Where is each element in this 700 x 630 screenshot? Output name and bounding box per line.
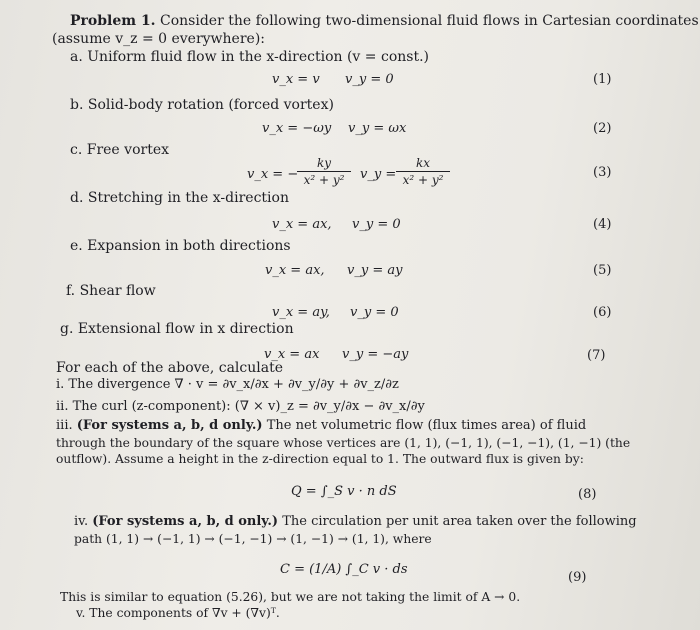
task-iv-lead: iv. <box>74 514 93 529</box>
task-iii-line3: outflow). Assume a height in the z-direction equal to 1. The outward flux is given by: <box>56 452 584 466</box>
task-iii-bold: (For systems a, b, d only.) <box>76 418 263 433</box>
item-d-eq-left: v_x = ax, <box>272 217 332 232</box>
task-iv-line2: path (1, 1) → (−1, 1) → (−1, −1) → (1, −1) → (1, 1), where <box>74 532 432 546</box>
note-line: This is similar to equation (5.26), but we are not taking the limit of A → 0. <box>60 590 521 604</box>
item-g-eq-left: v_x = ax <box>264 347 320 362</box>
item-d-eq-number: (4) <box>593 217 612 232</box>
item-c-right-numerator: kx <box>396 156 450 172</box>
item-f-label: f. Shear flow <box>66 283 156 299</box>
item-e-eq-number: (5) <box>593 263 612 278</box>
task-iii-lead: iii. <box>56 418 77 433</box>
item-c-fraction-left <box>297 156 351 187</box>
item-c-left-denominator: x² + y² <box>303 173 345 187</box>
task-ii-curl: ii. The curl (z-component): (∇ × v)_z = ∂v_y/∂x − ∂v_x/∂y <box>56 399 425 414</box>
item-b-label: b. Solid-body rotation (forced vortex) <box>70 97 334 113</box>
item-d-label: d. Stretching in the x-direction <box>70 190 289 206</box>
task-iii-text: The net volumetric flow (flux times area) of fluid <box>262 418 587 433</box>
item-c-eq-right: v_y = <box>360 167 397 182</box>
equation-9: C = (1/A) ∫_C v · ds <box>280 562 408 577</box>
item-b-eq-right: v_y = ωx <box>348 121 407 136</box>
tasks-intro: For each of the above, calculate <box>56 360 283 376</box>
item-e-label: e. Expansion in both directions <box>70 238 291 254</box>
item-g-eq-right: v_y = −ay <box>342 347 409 362</box>
item-g-label: g. Extensional flow in x direction <box>60 321 294 337</box>
item-a-eq-right: v_y = 0 <box>345 72 394 87</box>
item-c-eq-left: v_x = − <box>247 167 299 182</box>
item-c-fraction-right <box>396 156 450 187</box>
item-g-eq-number: (7) <box>587 348 606 363</box>
item-d-eq-right: v_y = 0 <box>352 217 401 232</box>
item-c-label: c. Free vortex <box>70 142 170 158</box>
item-e-eq-left: v_x = ax, <box>265 263 325 278</box>
equation-9-number: (9) <box>568 570 587 585</box>
task-iv-line1 <box>74 514 637 530</box>
task-iv-text: The circulation per unit area taken over the following <box>278 514 637 529</box>
item-c-left-numerator: ky <box>297 156 351 172</box>
item-b-eq-left: v_x = −ωy <box>262 121 332 136</box>
item-a-eq-number: (1) <box>593 72 612 87</box>
task-iv-bold: (For systems a, b, d only.) <box>92 514 279 529</box>
item-e-eq-right: v_y = ay <box>347 263 403 278</box>
item-a-eq-left: v_x = v <box>272 72 320 87</box>
item-c-right-denominator: x² + y² <box>402 173 444 187</box>
item-c-eq-number: (3) <box>593 165 612 180</box>
task-i-divergence: i. The divergence ∇ · v = ∂v_x/∂x + ∂v_y/∂y + ∂v_z/∂z <box>56 377 399 392</box>
item-f-eq-number: (6) <box>593 305 612 320</box>
problem-header <box>70 13 699 29</box>
item-f-eq-left: v_x = ay, <box>272 305 330 320</box>
item-b-eq-number: (2) <box>593 121 612 136</box>
item-f-eq-right: v_y = 0 <box>350 305 399 320</box>
task-iii-line1 <box>56 418 586 434</box>
task-v-components: v. The components of ∇v + (∇v)ᵀ. <box>76 606 280 620</box>
equation-8-number: (8) <box>578 487 597 502</box>
item-a-label: a. Uniform fluid flow in the x-direction (v = const.) <box>70 49 429 65</box>
equation-8: Q = ∫_S v · n dS <box>291 484 397 499</box>
problem-label: Problem 1. <box>70 13 156 29</box>
problem-intro-2: (assume v_z = 0 everywhere): <box>52 31 266 47</box>
problem-intro: Consider the following two-dimensional fluid flows in Cartesian coordinates <box>160 13 699 29</box>
task-iii-line2: through the boundary of the square whose vertices are (1, 1), (−1, 1), (−1, −1), (1, −1) (the <box>56 436 631 450</box>
